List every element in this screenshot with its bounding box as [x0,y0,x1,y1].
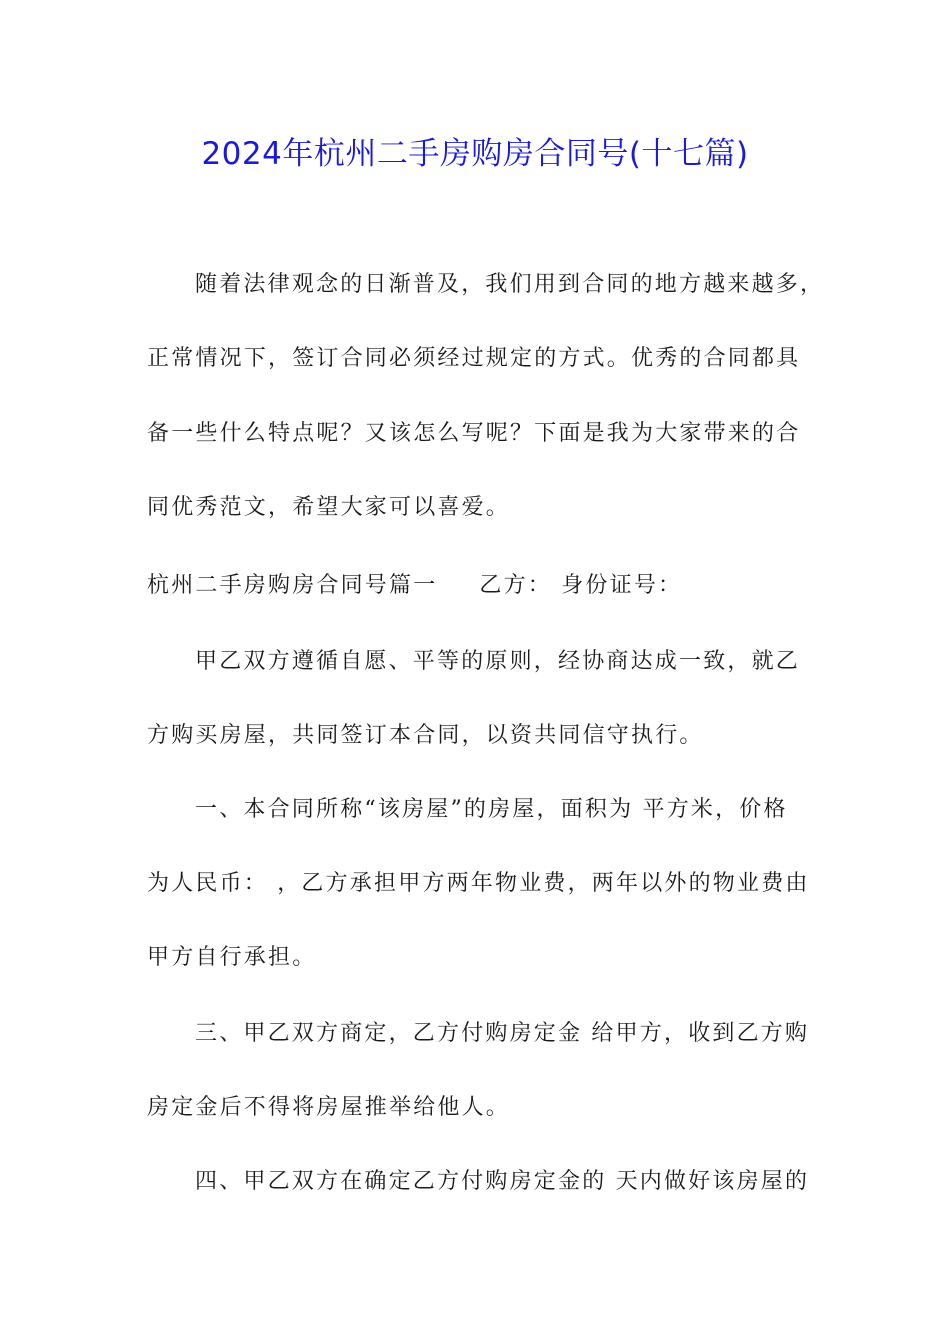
paragraph-line: 正常情况下，签订合同必须经过规定的方式。优秀的合同都具 [147,346,801,371]
paragraph-line: 三、甲乙双方商定，乙方付购房定金 给甲方，收到乙方购 [195,1021,810,1046]
paragraph-line: 随着法律观念的日渐普及，我们用到合同的地方越来越多， [195,272,825,297]
paragraph-line: 四、甲乙双方在确定乙方付购房定金的 天内做好该房屋的 [195,1169,810,1194]
party-b-label: 乙方： [479,573,553,598]
paragraph-line: 甲方自行承担。 [147,945,317,970]
paragraph-line: 房定金后不得将房屋推举给他人。 [147,1095,511,1120]
section-heading [147,571,682,601]
document-title: 2024年杭州二手房购房合同号(十七篇) [201,136,749,172]
paragraph-line: 一、本合同所称“该房屋”的房屋，面积为 平方米，价格 [195,797,788,822]
paragraph-line: 甲乙双方遵循自愿、平等的原则，经协商达成一致，就乙 [195,649,801,674]
paragraph-line: 备一些什么特点呢？又该怎么写呢？下面是我为大家带来的合 [147,421,801,446]
paragraph-line: 方购买房屋，共同签订本合同，以资共同信守执行。 [147,723,704,748]
id-number-label: 身份证号： [561,573,683,598]
paragraph-line: 同优秀范文，希望大家可以喜爱。 [147,495,511,520]
paragraph-line: 为人民币： ，乙方承担甲方两年物业费，两年以外的物业费由 [147,871,810,896]
section-heading-name: 杭州二手房购房合同号篇一 [147,573,438,598]
